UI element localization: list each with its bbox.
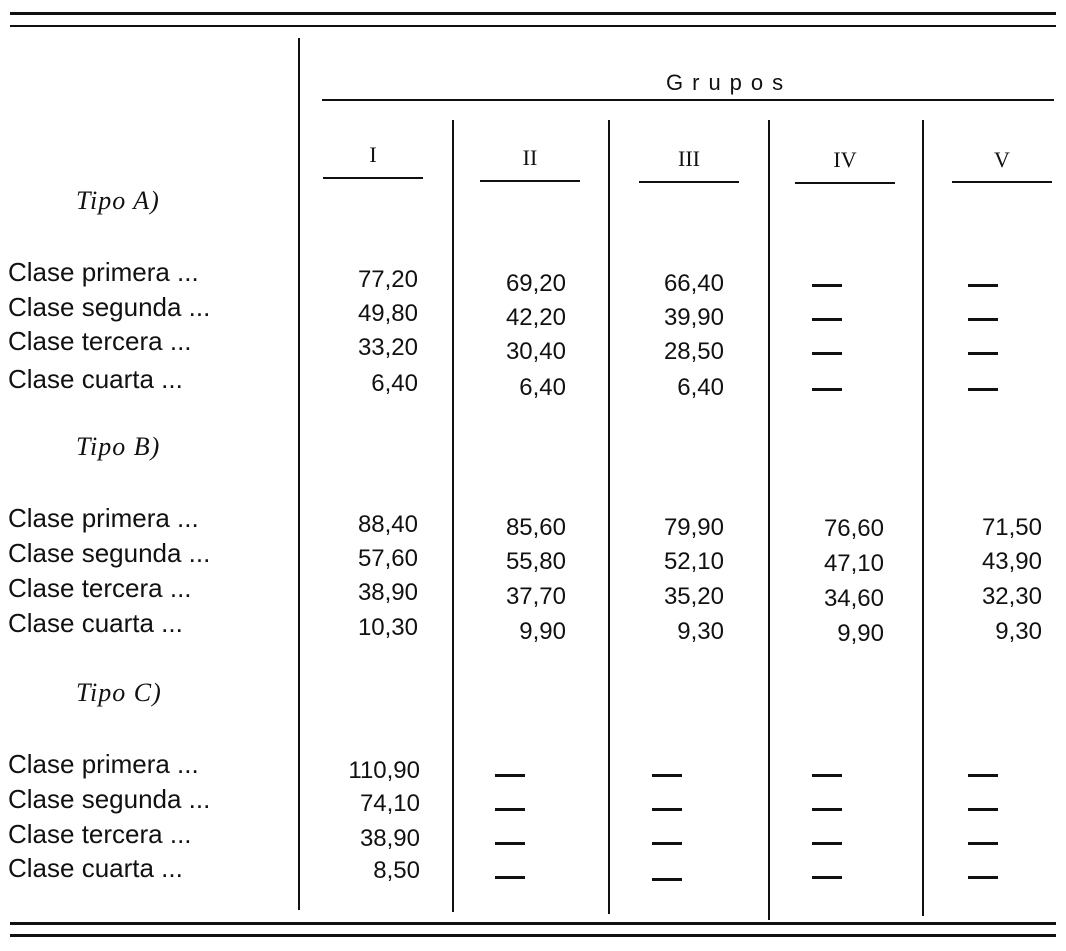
value-cell: 39,90 [663, 304, 724, 331]
empty-dash [652, 774, 682, 777]
value-cell: 34,60 [823, 585, 884, 612]
value-cell [770, 862, 884, 890]
row-label: Clase primera ... [8, 257, 199, 287]
value-cell [924, 760, 1042, 788]
empty-dash [968, 352, 998, 355]
group-header-iv: IV [833, 147, 857, 172]
value-cell: 79,90 [663, 514, 724, 541]
value-cell: 77,20 [357, 266, 418, 293]
row-label: Clase primera ... [8, 503, 199, 533]
row-label: Clase tercera ... [8, 819, 192, 849]
empty-dash [652, 808, 682, 811]
row-label: Clase primera ... [8, 749, 199, 779]
section-title-tipo-c: Tipo C) [76, 678, 162, 707]
value-cell: 110,90 [348, 757, 420, 784]
value-cell [610, 794, 724, 822]
value-cell: 66,40 [663, 270, 724, 297]
value-cell [924, 828, 1042, 856]
empty-dash [495, 808, 525, 811]
row-label: Clase cuarta ... [8, 853, 183, 883]
bottom-rule-lower [10, 934, 1056, 937]
value-cell [610, 760, 724, 788]
top-rule-lower [10, 25, 1056, 27]
value-cell: 10,30 [357, 614, 418, 641]
empty-dash [968, 388, 998, 391]
row-label: Clase segunda ... [8, 292, 211, 322]
groups-title: Grupos [666, 70, 793, 95]
empty-dash [812, 774, 842, 777]
value-cell [924, 374, 1042, 402]
empty-dash [812, 876, 842, 879]
empty-dash [968, 284, 998, 287]
group-underline-i [323, 177, 423, 179]
value-cell: 49,80 [357, 300, 418, 327]
row-label: Clase tercera ... [8, 573, 192, 603]
value-cell [924, 338, 1042, 366]
value-cell [454, 794, 566, 822]
empty-dash [968, 318, 998, 321]
bottom-rule-upper [10, 922, 1056, 925]
value-cell [770, 794, 884, 822]
empty-dash [812, 352, 842, 355]
value-cell: 57,60 [357, 545, 418, 572]
empty-dash [812, 842, 842, 845]
value-cell: 6,40 [677, 374, 724, 401]
value-cell: 32,30 [981, 583, 1042, 610]
row-label: Clase cuarta ... [8, 364, 183, 394]
value-cell [924, 794, 1042, 822]
group-header-ii: II [522, 145, 538, 170]
row-label: Clase cuarta ... [8, 608, 183, 638]
value-cell: 37,70 [505, 583, 566, 610]
value-cell [610, 828, 724, 856]
empty-dash [968, 876, 998, 879]
value-cell: 85,60 [505, 514, 566, 541]
empty-dash [652, 878, 682, 881]
empty-dash [968, 774, 998, 777]
row-label: Clase segunda ... [8, 538, 211, 568]
value-cell: 43,90 [981, 548, 1042, 575]
row-label: Clase segunda ... [8, 784, 211, 814]
empty-dash [812, 284, 842, 287]
section-title-tipo-a: Tipo A) [76, 186, 160, 215]
value-cell: 9,90 [519, 618, 566, 645]
value-cell [924, 270, 1042, 298]
group-header-v: V [994, 147, 1010, 172]
value-cell [454, 760, 566, 788]
value-cell: 9,90 [837, 620, 884, 647]
value-cell: 42,20 [505, 304, 566, 331]
value-cell [454, 828, 566, 856]
value-cell: 9,30 [995, 618, 1042, 645]
value-cell: 55,80 [505, 548, 566, 575]
empty-dash [495, 842, 525, 845]
value-cell: 38,90 [359, 825, 420, 852]
row-label: Clase tercera ... [8, 326, 192, 356]
group-underline-ii [480, 180, 580, 182]
value-cell: 9,30 [677, 618, 724, 645]
value-cell: 8,50 [373, 857, 420, 884]
value-cell: 47,10 [823, 550, 884, 577]
empty-dash [968, 808, 998, 811]
group-underline-v [952, 181, 1052, 183]
empty-dash [495, 774, 525, 777]
value-cell: 33,20 [357, 334, 418, 361]
section-title-tipo-b: Tipo B) [76, 432, 161, 461]
value-cell [770, 828, 884, 856]
group-header-iii: III [678, 146, 700, 171]
empty-dash [812, 808, 842, 811]
empty-dash [495, 876, 525, 879]
empty-dash [652, 842, 682, 845]
value-cell: 76,60 [823, 515, 884, 542]
value-cell: 69,20 [505, 270, 566, 297]
value-cell [924, 862, 1042, 890]
group-underline-iii [639, 181, 739, 183]
value-cell: 88,40 [357, 511, 418, 538]
groups-rule [322, 99, 1054, 101]
value-cell: 52,10 [663, 548, 724, 575]
empty-dash [968, 842, 998, 845]
empty-dash [812, 318, 842, 321]
value-cell [770, 760, 884, 788]
value-cell [924, 304, 1042, 332]
value-cell: 6,40 [371, 370, 418, 397]
value-cell [770, 270, 884, 298]
value-cell: 6,40 [519, 374, 566, 401]
value-cell: 38,90 [357, 579, 418, 606]
value-cell [770, 374, 884, 402]
empty-dash [812, 388, 842, 391]
value-cell: 30,40 [505, 338, 566, 365]
value-cell [770, 338, 884, 366]
value-cell: 35,20 [663, 583, 724, 610]
value-cell [454, 862, 566, 890]
group-underline-iv [795, 182, 895, 184]
value-cell: 71,50 [981, 514, 1042, 541]
value-cell [770, 304, 884, 332]
group-header-i: I [369, 142, 377, 167]
value-cell [610, 864, 724, 892]
value-cell: 28,50 [663, 338, 724, 365]
value-cell: 74,10 [359, 790, 420, 817]
top-rule-upper [10, 12, 1056, 15]
